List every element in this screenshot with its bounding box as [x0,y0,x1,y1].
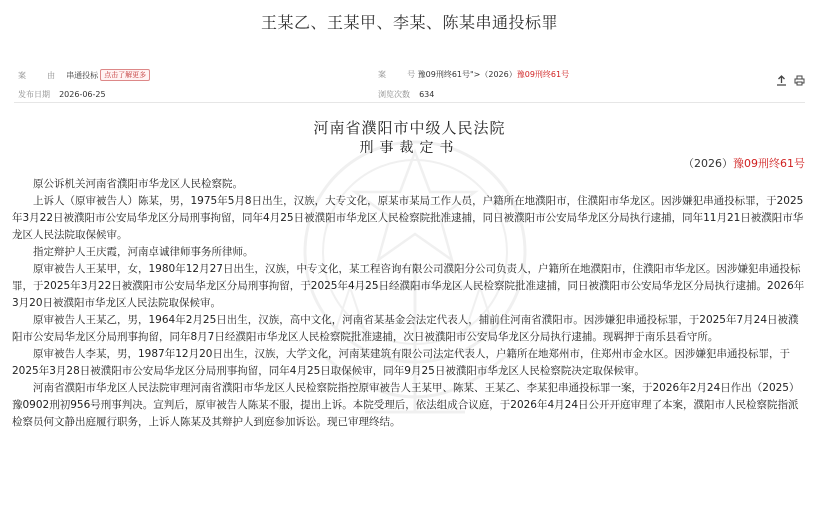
publish-meta [18,89,106,100]
case-no-prefix: 豫09刑终61号">（2026） [417,70,517,79]
views-value: 634 [419,90,435,99]
page-title: 王某乙、王某甲、李某、陈某串通投标罪 [260,13,558,32]
upload-icon[interactable] [775,74,787,86]
document-type: 刑事裁定书 [359,140,460,156]
print-icon[interactable] [793,74,805,86]
case-label: 案 [18,71,26,80]
views-meta [378,89,434,100]
case-number: 豫09刑终61号 [733,157,805,170]
views-label: 浏览次数 [378,90,410,99]
cause-meta [18,69,150,81]
case-label-2: 案 [378,70,386,79]
header-divider [14,102,805,103]
paragraph: 原审被告人王某甲，女，1980年12月27日出生，汉族，中专文化，某工程咨询有限公司濮阳分公司负责人，户籍所在地濮阳市，住濮阳市华龙区。因涉嫌犯串通投标罪，于2025年3月22日被濮阳市公安局华龙区分局刑事拘留，于2025年4月25日经濮阳市华龙区人民检察院批准逮捕，同日被濮阳市公安局华龙区分局执行逮捕。2026年3月20日被濮阳市华龙区人民法院取保候审。 [12,263,805,309]
publish-label: 发布日期 [18,90,50,99]
publish-value: 2026-06-25 [59,90,106,99]
cause-value: 串通投标 [66,71,99,80]
case-no-meta [378,69,569,80]
learn-more-badge[interactable]: 点击了解更多 [100,69,150,81]
case-no-red: 豫09刑终61号 [516,70,570,79]
paragraph: 上诉人（原审被告人）陈某，男，1975年5月8日出生，汉族，大专文化，原某市某局工作人员，户籍所在地濮阳市，住濮阳市华龙区。因涉嫌犯串通投标罪，于2025年3月22日被濮阳市公安局华龙区分局刑事拘留，同年4月25日被濮阳市华龙区人民检察院批准逮捕，同日被濮阳市公安局华龙区分局执行逮捕，同年11月21日被濮阳市华龙区人民法院取保候审。 [12,195,804,241]
case-year: （2026） [683,157,733,170]
paragraph: 河南省濮阳市华龙区人民法院审理河南省濮阳市华龙区人民检察院指控原审被告人王某甲、陈某、王某乙、李某犯串通投标罪一案，于2026年2月24日作出（2025）豫0902刑初956号刑事判决。宣判后，原审被告人陈某不服，提出上诉。本院受理后，依法组成合议庭，于2026年4月24日公开开庭审理了本案，濮阳市人民检察院指派检察员何文静出庭履行职务，上诉人陈某及其辩护人到庭参加诉讼。现已审理终结。 [12,382,800,428]
document-body [12,176,805,431]
court-name: 河南省濮阳市中级人民法院 [313,119,506,137]
paragraph: 原审被告人李某，男，1987年12月20日出生，汉族，大学文化，河南某建筑有限公司法定代表人，户籍所在地郑州市，住郑州市金水区。因涉嫌犯串通投标罪，于2025年3月28日被濮阳市公安局华龙区分局刑事拘留，同年4月25日取保候审，同年9月25日被濮阳市华龙区人民检察院决定取保候审。 [12,348,790,377]
document-case-number [683,155,805,171]
case-no-label: 号 [407,70,416,79]
cause-label: 由 [47,71,56,80]
paragraph: 原审被告人王某乙，男，1964年2月25日出生，汉族，高中文化，河南省某基金会法定代表人，捕前住河南省濮阳市。因涉嫌犯串通投标罪，于2025年7月24日被濮阳市公安局华龙区分局刑事拘留，同年8月7日经濮阳市华龙区人民检察院批准逮捕，次日被濮阳市公安局华龙区分局执行逮捕。现羁押于南乐县看守所。 [12,314,799,343]
toolbar [775,74,805,86]
paragraph: 指定辩护人王庆霞，河南卓诚律师事务所律师。 [33,246,254,258]
paragraph: 原公诉机关河南省濮阳市华龙区人民检察院。 [33,178,243,190]
